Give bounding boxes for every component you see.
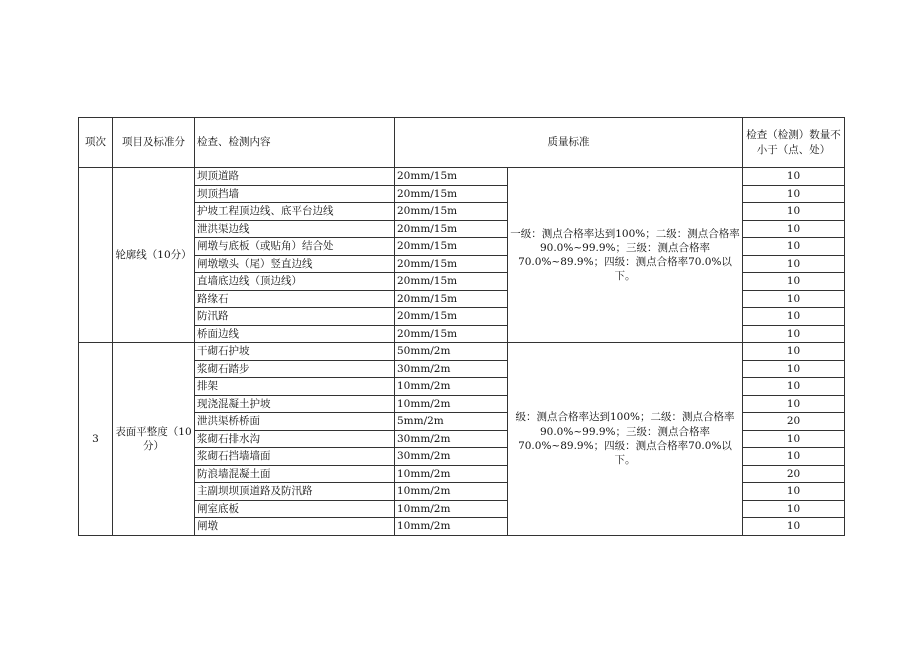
check-count: 10 [743, 325, 845, 343]
check-item: 路缘石 [195, 290, 395, 308]
check-count: 10 [743, 360, 845, 378]
tolerance: 50mm/2m [395, 343, 508, 361]
tolerance: 10mm/2m [395, 500, 508, 518]
check-count: 10 [743, 273, 845, 291]
check-count: 10 [743, 395, 845, 413]
tolerance: 20mm/15m [395, 308, 508, 326]
check-count: 10 [743, 238, 845, 256]
check-item: 坝顶道路 [195, 168, 395, 186]
check-count: 10 [743, 255, 845, 273]
tolerance: 30mm/2m [395, 360, 508, 378]
header-count: 检查（检测）数量不小于（点、处） [743, 118, 845, 168]
check-item: 泄洪渠边线 [195, 220, 395, 238]
grade-standard: 级：测点合格率达到100%；二级：测点合格率90.0%~99.9%；三级：测点合格率70.0%~89.9%；四级：测点合格率70.0%以下。 [508, 343, 743, 536]
check-item: 闸墩墩头（尾）竖直边线 [195, 255, 395, 273]
tolerance: 5mm/2m [395, 413, 508, 431]
section-category: 轮廓线（10分） [113, 168, 195, 343]
header-row [79, 118, 845, 168]
quality-standard-table [78, 117, 845, 536]
header-standard: 质量标准 [395, 118, 743, 168]
tolerance: 10mm/2m [395, 465, 508, 483]
section-index: 3 [79, 343, 113, 536]
header-content: 检查、检测内容 [195, 118, 395, 168]
check-count: 10 [743, 290, 845, 308]
check-count: 10 [743, 220, 845, 238]
tolerance: 20mm/15m [395, 203, 508, 221]
check-count: 10 [743, 378, 845, 396]
tolerance: 10mm/2m [395, 395, 508, 413]
check-count: 10 [743, 500, 845, 518]
tolerance: 20mm/15m [395, 220, 508, 238]
grade-standard: 一级：测点合格率达到100%；二级：测点合格率90.0%~99.9%；三级：测点合格率70.0%~89.9%；四级：测点合格率70.0%以下。 [508, 168, 743, 343]
header-category: 项目及标准分 [113, 118, 195, 168]
tolerance: 20mm/15m [395, 273, 508, 291]
check-item: 浆砌石排水沟 [195, 430, 395, 448]
check-item: 防浪墙混凝土面 [195, 465, 395, 483]
check-count: 10 [743, 483, 845, 501]
check-count: 10 [743, 343, 845, 361]
tolerance: 10mm/2m [395, 483, 508, 501]
check-item: 浆砌石挡墙墙面 [195, 448, 395, 466]
check-item: 坝顶挡墙 [195, 185, 395, 203]
table-row [79, 343, 845, 361]
check-item: 干砌石护坡 [195, 343, 395, 361]
check-item: 泄洪渠桥桥面 [195, 413, 395, 431]
check-item: 桥面边线 [195, 325, 395, 343]
check-count: 10 [743, 518, 845, 536]
check-item: 排架 [195, 378, 395, 396]
check-count: 10 [743, 430, 845, 448]
section-category: 表面平整度（10分） [113, 343, 195, 536]
tolerance: 20mm/15m [395, 290, 508, 308]
tolerance: 20mm/15m [395, 255, 508, 273]
check-count: 20 [743, 413, 845, 431]
check-item: 防汛路 [195, 308, 395, 326]
header-index: 项次 [79, 118, 113, 168]
check-count: 10 [743, 185, 845, 203]
check-count: 10 [743, 448, 845, 466]
check-item: 主副坝坝顶道路及防汛路 [195, 483, 395, 501]
check-count: 10 [743, 168, 845, 186]
check-count: 10 [743, 203, 845, 221]
tolerance: 30mm/2m [395, 430, 508, 448]
tolerance: 20mm/15m [395, 325, 508, 343]
tolerance: 20mm/15m [395, 185, 508, 203]
check-count: 20 [743, 465, 845, 483]
check-item: 护坡工程顶边线、底平台边线 [195, 203, 395, 221]
tolerance: 20mm/15m [395, 168, 508, 186]
check-item: 现浇混凝土护坡 [195, 395, 395, 413]
check-item: 直墙底边线（顶边线） [195, 273, 395, 291]
tolerance: 30mm/2m [395, 448, 508, 466]
check-count: 10 [743, 308, 845, 326]
tolerance: 10mm/2m [395, 378, 508, 396]
section-index [79, 168, 113, 343]
check-item: 闸墩与底板（或贴角）结合处 [195, 238, 395, 256]
tolerance: 20mm/15m [395, 238, 508, 256]
check-item: 闸室底板 [195, 500, 395, 518]
check-item: 闸墩 [195, 518, 395, 536]
table-row [79, 168, 845, 186]
tolerance: 10mm/2m [395, 518, 508, 536]
check-item: 浆砌石踏步 [195, 360, 395, 378]
